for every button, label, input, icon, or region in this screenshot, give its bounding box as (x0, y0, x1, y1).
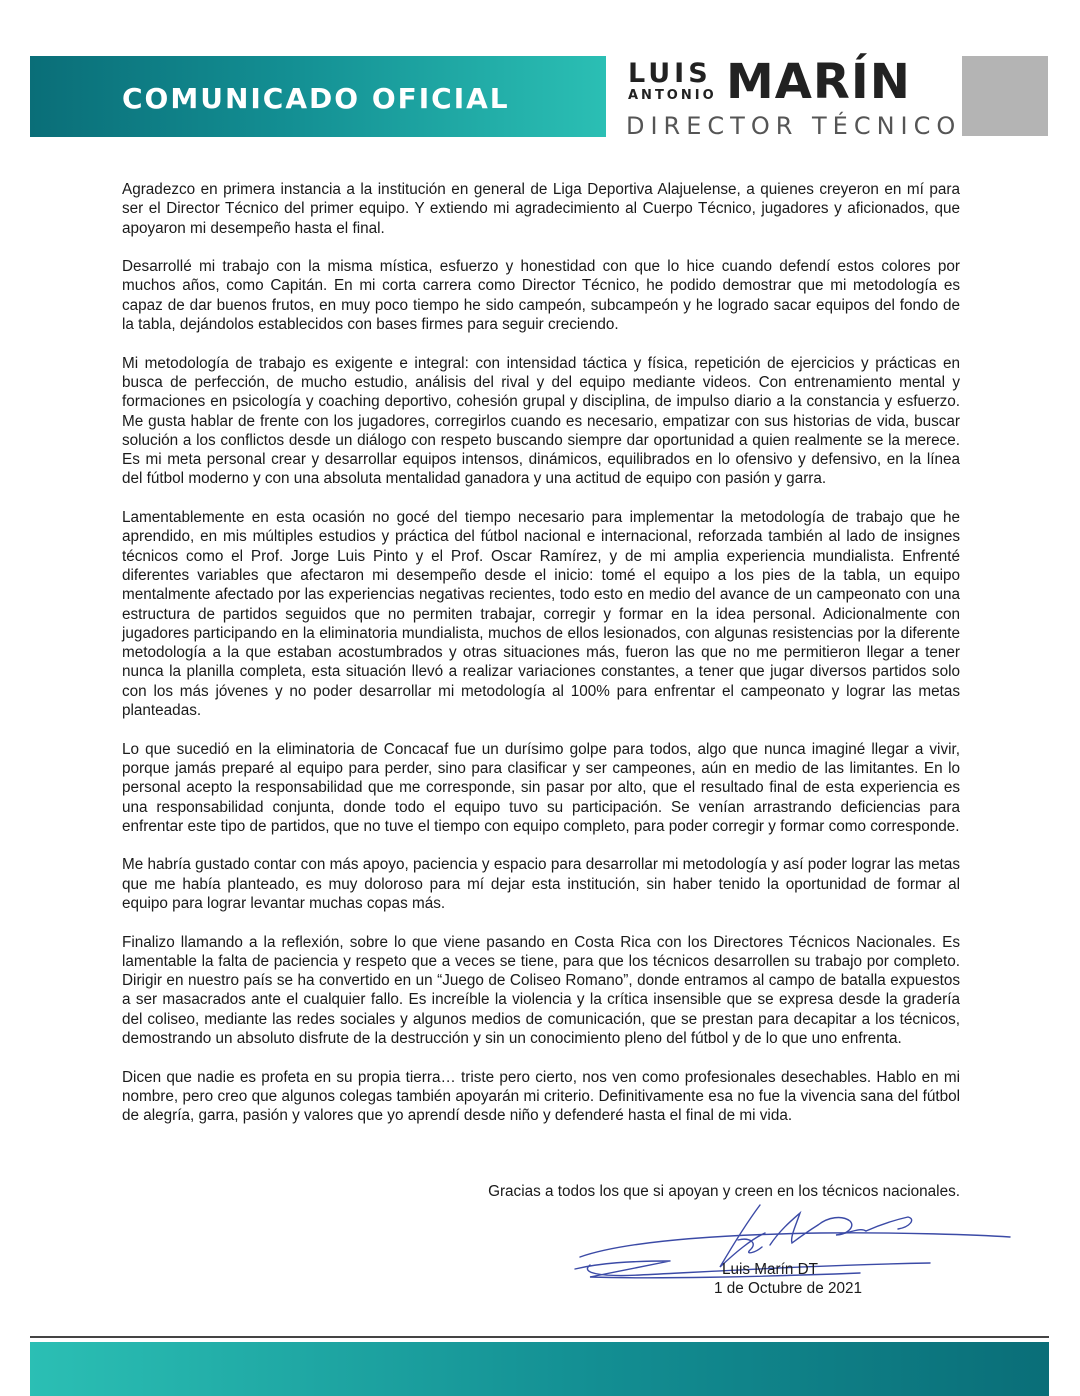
paragraph: Me habría gustado contar con más apoyo, paciencia y espacio para desarrollar mi metodología y así poder lograr las metas que me había planteado, es muy doloroso para mí dejar esta institución, sin haber tenido la oportunidad de formar al equipo para lograr levantar muchas copas más. (122, 856, 960, 912)
paragraph: Agradezco en primera instancia a la institución en general de Liga Deportiva Alajuelense, a quienes creyeron en mí para ser el Director Técnico del primer equipo. Y extiendo mi agradecimiento al Cuerpo Técnico, jugadores y aficionados, que apoyaron mi desempeño hasta el final. (122, 181, 960, 237)
document-title: COMUNICADO OFICIAL (122, 82, 510, 115)
paragraph: Lamentablemente en esta ocasión no gocé del tiempo necesario para implementar la metodología de trabajo que he aprendido, en mis múltiples estudios y práctica del fútbol nacional e internacional, reforzada también al lado de insignes técnicos como el Prof. Jorge Luis Pinto y el Prof. Oscar Ramírez, y de mi amplia experiencia mundialista. Enfrenté diferentes variables que afectaron mi desempeño desde el inicio: tomé el equipo a los pies de la tabla, un equipo mentalmente afectado por las experiencias negativas recientes, todo esto en medio del avance de un campeonato con una estructura de partidos seguidos que no permiten trabajar, corregir y formar en la idea personal. Adicionalmente con jugadores participando en la eliminatoria mundialista, muchos de ellos lesionados, con algunas resistencias por la diferente metodología a la que estaban acostumbrados y otras situaciones más, fueron las que no me permitieron llegar a tener nunca la planilla completa, esta situación llevó a realizar variaciones constantes, a tener que jugar diversos partidos solo con los más jóvenes y no poder desarrollar mi metodología al 100% para enfrentar el campeonato y lograr las metas planteadas. (122, 509, 960, 720)
signature-date: 1 de Octubre de 2021 (714, 1280, 862, 1297)
name-logo (626, 54, 962, 140)
name-first: LUIS (628, 58, 712, 89)
name-last: MARÍN (726, 54, 911, 110)
signer-name: Luis Marín DT (721, 1261, 819, 1278)
paragraph: Lo que sucedió en la eliminatoria de Concacaf fue un durísimo golpe para todos, algo que nunca imaginé llegar a vivir, porque jamás preparé al equipo para perder, sino para clasificar y ser campeones, aún en medio de las limitantes. En lo personal acepto la responsabilidad que me corresponde, sin pasar por alto, que el resultado final de esta experiencia es una responsabilidad conjunta, donde todo el equipo tuvo su participación. Se venían arrastrando deficiencias para enfrentar este tipo de partidos, que no tuve el tiempo con equipo completo, para poder corregir y formar como corresponde. (122, 740, 960, 835)
header-banner (30, 56, 606, 137)
paragraph: Mi metodología de trabajo es exigente e integral: con intensidad táctica y física, repetición de ejercicios y prácticas en busca de perfección, de mucho estudio, análisis del rival y del equipo mediante videos. Con entrenamiento mental y formaciones en psicología y coaching deportivo, cohesión grupal y disciplina, de impulso diario a la constancia y esfuerzo. Me gusta hablar de frente con los jugadores, corregirlos cuando es necesario, empatizar con sus historias de vida, buscar solución a los conflictos desde un diálogo con respeto buscando siempre dar oportunidad a quien realmente se la merece. Es mi meta personal crear y desarrollar equipos intensos, dinámicos, equilibrados en lo ofensivo y defensivo, en la línea del fútbol moderno y con una absoluta mentalidad ganadora y una actitud de equipo con pasión y garra. (122, 354, 960, 488)
letter-body (122, 180, 960, 1145)
name-middle: ANTONIO (628, 88, 717, 103)
paragraph: Finalizo llamando a la reflexión, sobre lo que viene pasando en Costa Rica con los Directores Técnicos Nacionales. Es lamentable la falta de paciencia y respeto que a veces se tiene, para que los técnicos desarrollen su trabajo por completo. Dirigir en nuestro país se ha convertido en un “Juego de Coliseo Romano”, donde entramos al campo de batalla expuestos a ser masacrados ante el cualquier fallo. Es increíble la violencia y la crítica insensible que se expresa desde la gradería del coliseo, mediante las redes sociales y algunos medios de comunicación, que se prestan para decapitar a los técnicos, demostrando un absoluto disfrute de la destrucción y sin un conocimiento pleno del fútbol y de lo que uno enfrenta. (122, 933, 960, 1048)
paragraph: Dicen que nadie es profeta en su propia tierra… triste pero cierto, nos ven como profesionales desechables. Hablo en mi nombre, pero creo que algunos colegas también apoyarán mi criterio. Definitivamente esa no fue la vivencia sana del fútbol de alegría, garra, pasión y valores que yo aprendí desde niño y defenderé hasta el final de mi vida. (122, 1068, 960, 1125)
paragraph: Desarrollé mi trabajo con la misma mística, esfuerzo y honestidad con que lo hice cuando defendí estos colores por muchos años, como Capitán. En mi corta carrera como Director Técnico, he podido demostrar que mi metodología es capaz de dar buenos frutos, en muy poco tiempo he sido campeón, subcampeón y he logrado sacar equipos del fondo de la tabla, dejándolos establecidos con bases firmes para seguir creciendo. (122, 258, 960, 334)
role-title: DIRECTOR TÉCNICO (626, 112, 962, 140)
footer-divider (30, 1336, 1049, 1338)
footer-bar (30, 1342, 1049, 1396)
header-gray-block (962, 56, 1048, 136)
closing-line: Gracias a todos los que si apoyan y creen en los técnicos nacionales. (488, 1183, 960, 1200)
